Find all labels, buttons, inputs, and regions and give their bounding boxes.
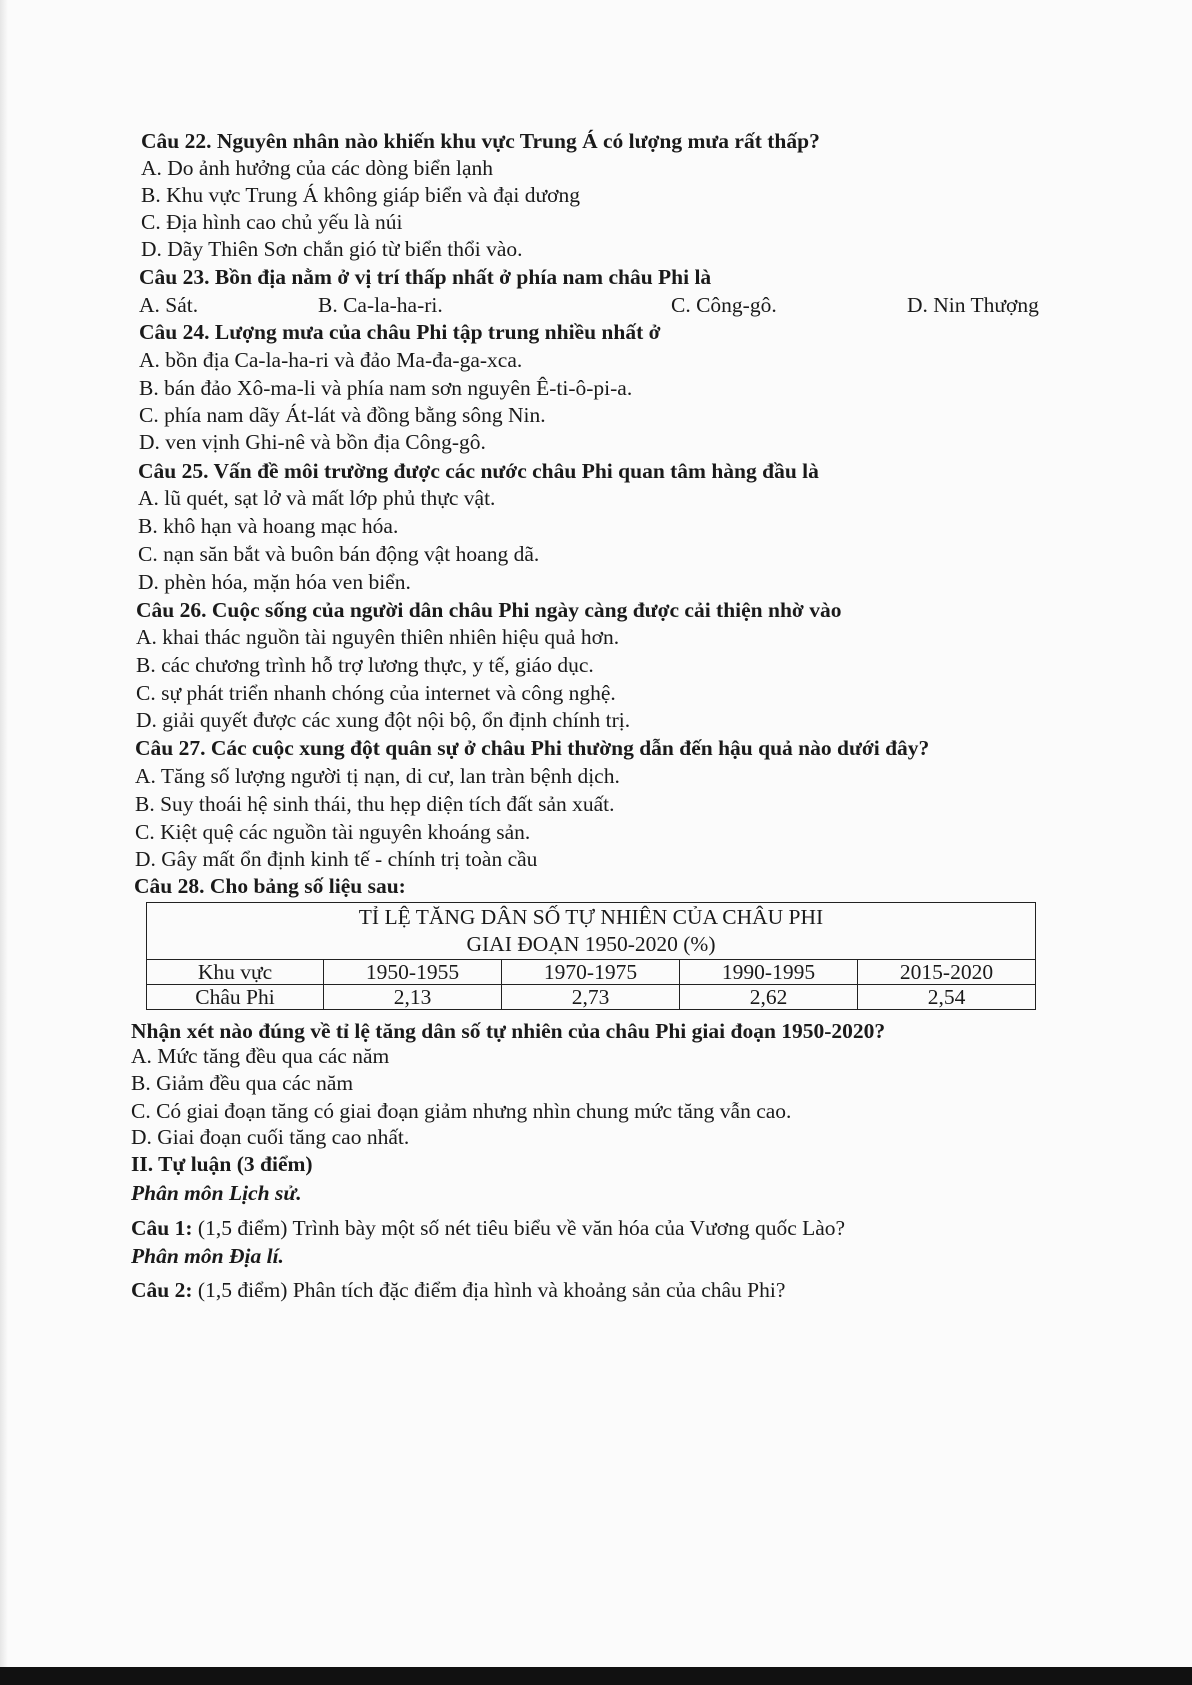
table-title: [147, 903, 1036, 960]
q24-option-a: A. bồn địa Ca-la-ha-ri và đảo Ma-đa-ga-xca.: [139, 348, 523, 372]
table-header-row: [147, 960, 1036, 985]
q23-option-b: B. Ca-la-ha-ri.: [318, 293, 443, 317]
table-cell: 2,62: [680, 985, 858, 1010]
essay-question-1-text: (1,5 điểm) Trình bày một số nét tiêu biểu về văn hóa của Vương quốc Lào?: [192, 1216, 846, 1240]
q25-stem: Câu 25. Vấn đề môi trường được các nước châu Phi quan tâm hàng đầu là: [138, 459, 819, 483]
population-growth-table: [146, 902, 1036, 1010]
table-header-cell: 1990-1995: [680, 960, 858, 985]
q26-option-d: D. giải quyết được các xung đột nội bộ, ổn định chính trị.: [136, 708, 631, 732]
history-section-label: Phân môn Lịch sử.: [131, 1181, 302, 1205]
part2-heading: II. Tự luận (3 điểm): [131, 1152, 313, 1176]
q24-option-b: B. bán đảo Xô-ma-li và phía nam sơn nguyên Ê-ti-ô-pi-a.: [139, 376, 633, 400]
essay-question-2-label: Câu 2:: [131, 1278, 193, 1302]
table-cell: 2,54: [858, 985, 1036, 1010]
table-header-cell: 1970-1975: [502, 960, 680, 985]
table-cell: Châu Phi: [147, 985, 324, 1010]
q28-option-a: A. Mức tăng đều qua các năm: [131, 1044, 390, 1068]
table-cell: 2,73: [502, 985, 680, 1010]
essay-question-2-text: (1,5 điểm) Phân tích đặc điểm địa hình và khoảng sản của châu Phi?: [192, 1278, 786, 1302]
q24-option-d: D. ven vịnh Ghi-nê và bồn địa Công-gô.: [139, 430, 486, 454]
table-header-cell: 2015-2020: [858, 960, 1036, 985]
q25-option-d: D. phèn hóa, mặn hóa ven biển.: [138, 570, 411, 594]
q26-option-b: B. các chương trình hỗ trợ lương thực, y tế, giáo dục.: [136, 653, 594, 677]
essay-question-2: [131, 1277, 785, 1303]
q26-option-c: C. sự phát triển nhanh chóng của internet và công nghệ.: [136, 681, 616, 705]
table-cell: 2,13: [324, 985, 502, 1010]
essay-question-1-label: Câu 1:: [131, 1216, 193, 1240]
q22-option-b: B. Khu vực Trung Á không giáp biển và đại dương: [141, 183, 580, 207]
q22-option-d: D. Dãy Thiên Sơn chắn gió từ biển thổi vào.: [141, 237, 523, 261]
table-header-cell: Khu vực: [147, 960, 324, 985]
q22-option-c: C. Địa hình cao chủ yếu là núi: [141, 210, 403, 234]
q28-option-b: B. Giảm đều qua các năm: [131, 1071, 354, 1095]
q25-option-c: C. nạn săn bắt và buôn bán động vật hoang dã.: [138, 542, 540, 566]
q22-option-a: A. Do ảnh hưởng của các dòng biển lạnh: [141, 156, 493, 180]
scan-bottom-edge: [0, 1667, 1192, 1685]
essay-question-1: [131, 1215, 845, 1241]
q28-question: Nhận xét nào đúng về tỉ lệ tăng dân số tự nhiên của châu Phi giai đoạn 1950-2020?: [131, 1019, 886, 1043]
q24-stem: Câu 24. Lượng mưa của châu Phi tập trung nhiều nhất ở: [139, 320, 661, 344]
scan-left-edge: [0, 0, 8, 1685]
table-title-row: [147, 903, 1036, 960]
geography-section-label: Phân môn Địa lí.: [131, 1244, 284, 1268]
table-title-line2: GIAI ĐOẠN 1950-2020 (%): [466, 932, 716, 956]
q24-option-c: C. phía nam dãy Át-lát và đồng bằng sông Nin.: [139, 403, 546, 427]
q23-options: [139, 292, 1059, 318]
q23-stem: Câu 23. Bồn địa nằm ở vị trí thấp nhất ở phía nam châu Phi là: [139, 265, 712, 289]
q25-option-b: B. khô hạn và hoang mạc hóa.: [138, 514, 399, 538]
q27-option-c: C. Kiệt quệ các nguồn tài nguyên khoáng sản.: [135, 820, 531, 844]
table-header-cell: 1950-1955: [324, 960, 502, 985]
q27-option-b: B. Suy thoái hệ sinh thái, thu hẹp diện tích đất sản xuất.: [135, 792, 615, 816]
table-row: [147, 985, 1036, 1010]
q28-option-d: D. Giai đoạn cuối tăng cao nhất.: [131, 1125, 410, 1149]
q28-stem: Câu 28. Cho bảng số liệu sau:: [134, 874, 406, 898]
table-title-line1: TỈ LỆ TĂNG DÂN SỐ TỰ NHIÊN CỦA CHÂU PHI: [358, 905, 824, 929]
q23-option-c: C. Công-gô.: [671, 293, 777, 317]
q23-option-d: D. Nin Thượng: [907, 293, 1039, 317]
q22-stem: Câu 22. Nguyên nhân nào khiến khu vực Trung Á có lượng mưa rất thấp?: [141, 129, 820, 153]
q26-option-a: A. khai thác nguồn tài nguyên thiên nhiên hiệu quả hơn.: [136, 625, 620, 649]
q27-stem: Câu 27. Các cuộc xung đột quân sự ở châu Phi thường dẫn đến hậu quả nào dưới đây?: [135, 736, 930, 760]
q25-option-a: A. lũ quét, sạt lở và mất lớp phủ thực vật.: [138, 486, 496, 510]
q27-option-a: A. Tăng số lượng người tị nạn, di cư, lan tràn bệnh dịch.: [135, 764, 620, 788]
q23-option-a: A. Sát.: [139, 293, 199, 317]
q28-option-c: C. Có giai đoạn tăng có giai đoạn giảm nhưng nhìn chung mức tăng vẫn cao.: [131, 1099, 792, 1123]
q27-option-d: D. Gây mất ổn định kinh tế - chính trị toàn cầu: [135, 847, 538, 871]
q26-stem: Câu 26. Cuộc sống của người dân châu Phi ngày càng được cải thiện nhờ vào: [136, 598, 842, 622]
